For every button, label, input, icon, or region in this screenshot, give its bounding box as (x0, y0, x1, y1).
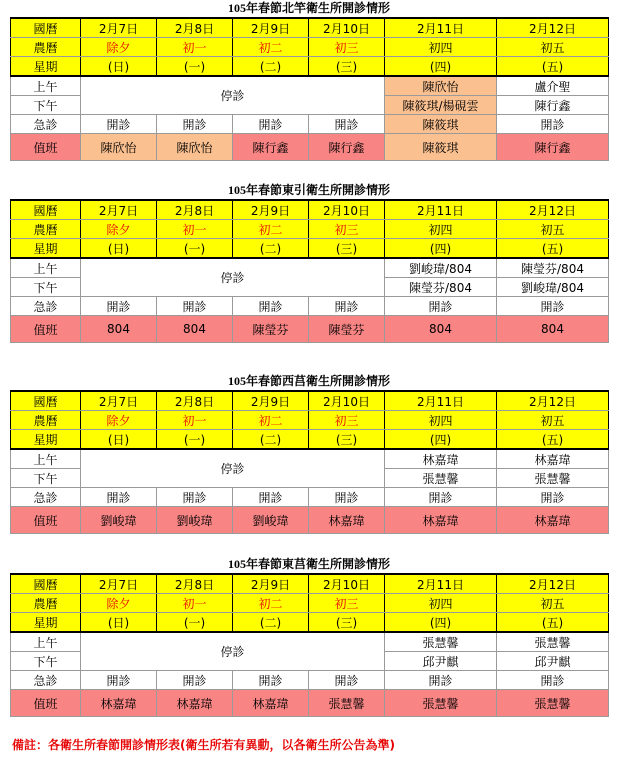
row-label: 上午 (11, 258, 81, 278)
row-label: 上午 (11, 449, 81, 469)
morning-row (11, 258, 609, 278)
block-title: 105年春節東莒衛生所開診情形 (227, 557, 390, 571)
emergency-cell: 開診 (233, 297, 309, 316)
row-label: 星期 (11, 239, 81, 259)
lunar-cell: 初四 (385, 411, 497, 430)
morning-row (11, 76, 609, 96)
lunar-cell: 初二 (233, 594, 309, 613)
footnote: 備註：各衛生所春節開診情形表(衛生所若有異動，以各衛生所公告為準) (12, 738, 395, 752)
date-cell: 2月10日 (309, 574, 385, 594)
duty-row (11, 134, 609, 161)
weekday-row (11, 613, 609, 633)
duty-cell: 804 (157, 316, 233, 343)
emergency-cell: 開診 (81, 671, 157, 690)
morning-cell: 劉峻瑋/804 (385, 258, 497, 278)
weekday-cell: (二) (233, 613, 309, 633)
lunar-cell: 初四 (385, 594, 497, 613)
row-label: 星期 (11, 430, 81, 450)
date-row (11, 391, 609, 411)
row-label: 國曆 (11, 18, 81, 38)
lunar-cell: 初五 (497, 411, 609, 430)
emergency-cell: 陳筱琪 (385, 115, 497, 134)
weekday-cell: (三) (309, 430, 385, 450)
weekday-cell: (三) (309, 57, 385, 77)
weekday-cell: (一) (157, 430, 233, 450)
weekday-cell: (四) (385, 57, 497, 77)
row-label: 下午 (11, 469, 81, 488)
weekday-cell: (日) (81, 57, 157, 77)
afternoon-cell: 邱尹麒 (497, 652, 609, 671)
duty-cell: 陳行鑫 (233, 134, 309, 161)
lunar-cell: 初四 (385, 38, 497, 57)
date-cell: 2月9日 (233, 200, 309, 220)
lunar-cell: 初五 (497, 220, 609, 239)
date-cell: 2月7日 (81, 200, 157, 220)
duty-row (11, 316, 609, 343)
duty-cell: 林嘉瑋 (233, 690, 309, 717)
weekday-cell: (四) (385, 239, 497, 259)
weekday-row (11, 57, 609, 77)
date-row (11, 200, 609, 220)
weekday-cell: (日) (81, 430, 157, 450)
date-cell: 2月7日 (81, 574, 157, 594)
duty-cell: 陳筱琪 (385, 134, 497, 161)
duty-cell: 張慧馨 (497, 690, 609, 717)
emergency-cell: 開診 (309, 671, 385, 690)
weekday-cell: (四) (385, 430, 497, 450)
duty-cell: 陳行鑫 (309, 134, 385, 161)
morning-cell: 張慧馨 (385, 632, 497, 652)
schedule-table (10, 390, 609, 534)
emergency-cell: 開診 (385, 671, 497, 690)
duty-cell: 陳瑩芬 (233, 316, 309, 343)
afternoon-cell: 張慧馨 (385, 469, 497, 488)
row-label: 急診 (11, 115, 81, 134)
emergency-cell: 開診 (233, 115, 309, 134)
emergency-cell: 開診 (81, 488, 157, 507)
block-title: 105年春節北竿衛生所開診情形 (227, 1, 390, 15)
lunar-cell: 除夕 (81, 411, 157, 430)
afternoon-cell: 邱尹麒 (385, 652, 497, 671)
lunar-cell: 初三 (309, 411, 385, 430)
emergency-cell: 開診 (497, 488, 609, 507)
schedule-table (10, 573, 609, 717)
closed-cell: 停診 (81, 258, 385, 297)
date-cell: 2月9日 (233, 391, 309, 411)
row-label: 值班 (11, 690, 81, 717)
weekday-cell: (一) (157, 613, 233, 633)
morning-cell: 陳瑩芬/804 (497, 258, 609, 278)
weekday-cell: (三) (309, 239, 385, 259)
weekday-cell: (三) (309, 613, 385, 633)
date-cell: 2月9日 (233, 18, 309, 38)
block-title: 105年春節東引衛生所開診情形 (227, 183, 390, 197)
date-cell: 2月10日 (309, 391, 385, 411)
duty-cell: 劉峻瑋 (81, 507, 157, 534)
row-label: 農曆 (11, 220, 81, 239)
duty-row (11, 690, 609, 717)
date-cell: 2月11日 (385, 200, 497, 220)
weekday-row (11, 239, 609, 259)
weekday-cell: (二) (233, 430, 309, 450)
lunar-row (11, 411, 609, 430)
date-cell: 2月12日 (497, 391, 609, 411)
lunar-cell: 初四 (385, 220, 497, 239)
lunar-cell: 初三 (309, 220, 385, 239)
emergency-row (11, 115, 609, 134)
row-label: 農曆 (11, 594, 81, 613)
weekday-cell: (五) (497, 57, 609, 77)
emergency-cell: 開診 (497, 671, 609, 690)
weekday-cell: (四) (385, 613, 497, 633)
weekday-cell: (五) (497, 613, 609, 633)
weekday-cell: (一) (157, 57, 233, 77)
date-row (11, 574, 609, 594)
row-label: 國曆 (11, 574, 81, 594)
afternoon-cell: 陳瑩芬/804 (385, 278, 497, 297)
duty-cell: 林嘉瑋 (309, 507, 385, 534)
weekday-cell: (五) (497, 239, 609, 259)
emergency-cell: 開診 (309, 488, 385, 507)
afternoon-cell: 劉峻瑋/804 (497, 278, 609, 297)
closed-cell: 停診 (81, 449, 385, 488)
morning-cell: 陳欣怡 (385, 76, 497, 96)
duty-cell: 林嘉瑋 (497, 507, 609, 534)
block-title: 105年春節西莒衛生所開診情形 (227, 374, 390, 388)
weekday-cell: (一) (157, 239, 233, 259)
weekday-cell: (二) (233, 239, 309, 259)
weekday-cell: (日) (81, 613, 157, 633)
row-label: 急診 (11, 671, 81, 690)
lunar-row (11, 594, 609, 613)
date-cell: 2月8日 (157, 18, 233, 38)
row-label: 國曆 (11, 200, 81, 220)
date-cell: 2月8日 (157, 574, 233, 594)
emergency-cell: 開診 (497, 115, 609, 134)
date-cell: 2月8日 (157, 391, 233, 411)
duty-cell: 陳欣怡 (157, 134, 233, 161)
lunar-cell: 初一 (157, 38, 233, 57)
emergency-cell: 開診 (497, 297, 609, 316)
closed-cell: 停診 (81, 76, 385, 115)
emergency-cell: 開診 (157, 488, 233, 507)
morning-row (11, 449, 609, 469)
lunar-cell: 初二 (233, 220, 309, 239)
row-label: 上午 (11, 76, 81, 96)
row-label: 值班 (11, 134, 81, 161)
weekday-cell: (五) (497, 430, 609, 450)
lunar-cell: 初一 (157, 594, 233, 613)
lunar-cell: 除夕 (81, 220, 157, 239)
lunar-cell: 初三 (309, 38, 385, 57)
duty-cell: 林嘉瑋 (81, 690, 157, 717)
duty-cell: 804 (81, 316, 157, 343)
duty-cell: 林嘉瑋 (157, 690, 233, 717)
date-cell: 2月8日 (157, 200, 233, 220)
morning-row (11, 632, 609, 652)
duty-cell: 張慧馨 (309, 690, 385, 717)
duty-cell: 張慧馨 (385, 690, 497, 717)
row-label: 急診 (11, 488, 81, 507)
lunar-cell: 初一 (157, 411, 233, 430)
emergency-cell: 開診 (157, 671, 233, 690)
row-label: 下午 (11, 652, 81, 671)
date-cell: 2月7日 (81, 18, 157, 38)
date-cell: 2月12日 (497, 200, 609, 220)
row-label: 國曆 (11, 391, 81, 411)
emergency-row (11, 488, 609, 507)
clinic-block (10, 373, 608, 534)
lunar-row (11, 38, 609, 57)
emergency-cell: 開診 (233, 671, 309, 690)
duty-cell: 陳瑩芬 (309, 316, 385, 343)
duty-cell: 804 (385, 316, 497, 343)
weekday-row (11, 430, 609, 450)
clinic-block (10, 182, 608, 343)
date-cell: 2月11日 (385, 574, 497, 594)
emergency-cell: 開診 (157, 115, 233, 134)
afternoon-cell: 陳行鑫 (497, 96, 609, 115)
duty-cell: 804 (497, 316, 609, 343)
closed-cell: 停診 (81, 632, 385, 671)
lunar-cell: 初五 (497, 594, 609, 613)
row-label: 下午 (11, 278, 81, 297)
row-label: 農曆 (11, 411, 81, 430)
row-label: 值班 (11, 316, 81, 343)
emergency-cell: 開診 (233, 488, 309, 507)
schedule-table (10, 199, 609, 343)
morning-cell: 林嘉瑋 (385, 449, 497, 469)
duty-cell: 陳行鑫 (497, 134, 609, 161)
clinic-block (10, 0, 608, 161)
emergency-cell: 開診 (81, 297, 157, 316)
date-cell: 2月9日 (233, 574, 309, 594)
lunar-cell: 初三 (309, 594, 385, 613)
lunar-cell: 初二 (233, 38, 309, 57)
row-label: 值班 (11, 507, 81, 534)
weekday-cell: (二) (233, 57, 309, 77)
emergency-cell: 開診 (81, 115, 157, 134)
date-cell: 2月12日 (497, 574, 609, 594)
row-label: 農曆 (11, 38, 81, 57)
date-cell: 2月12日 (497, 18, 609, 38)
date-cell: 2月10日 (309, 18, 385, 38)
duty-cell: 陳欣怡 (81, 134, 157, 161)
emergency-cell: 開診 (309, 297, 385, 316)
emergency-cell: 開診 (385, 297, 497, 316)
morning-cell: 盧介聖 (497, 76, 609, 96)
lunar-cell: 初一 (157, 220, 233, 239)
row-label: 星期 (11, 57, 81, 77)
weekday-cell: (日) (81, 239, 157, 259)
afternoon-cell: 張慧馨 (497, 469, 609, 488)
date-cell: 2月11日 (385, 18, 497, 38)
date-row (11, 18, 609, 38)
lunar-cell: 除夕 (81, 38, 157, 57)
clinic-block (10, 556, 608, 717)
lunar-cell: 初五 (497, 38, 609, 57)
lunar-cell: 初二 (233, 411, 309, 430)
row-label: 急診 (11, 297, 81, 316)
emergency-cell: 開診 (385, 488, 497, 507)
emergency-row (11, 297, 609, 316)
morning-cell: 張慧馨 (497, 632, 609, 652)
afternoon-cell: 陳筱琪/楊硯雲 (385, 96, 497, 115)
duty-cell: 劉峻瑋 (233, 507, 309, 534)
date-cell: 2月10日 (309, 200, 385, 220)
lunar-row (11, 220, 609, 239)
date-cell: 2月7日 (81, 391, 157, 411)
lunar-cell: 除夕 (81, 594, 157, 613)
duty-cell: 劉峻瑋 (157, 507, 233, 534)
row-label: 星期 (11, 613, 81, 633)
morning-cell: 林嘉瑋 (497, 449, 609, 469)
row-label: 下午 (11, 96, 81, 115)
date-cell: 2月11日 (385, 391, 497, 411)
row-label: 上午 (11, 632, 81, 652)
duty-cell: 林嘉瑋 (385, 507, 497, 534)
duty-row (11, 507, 609, 534)
emergency-cell: 開診 (309, 115, 385, 134)
emergency-row (11, 671, 609, 690)
emergency-cell: 開診 (157, 297, 233, 316)
schedule-table (10, 17, 609, 161)
